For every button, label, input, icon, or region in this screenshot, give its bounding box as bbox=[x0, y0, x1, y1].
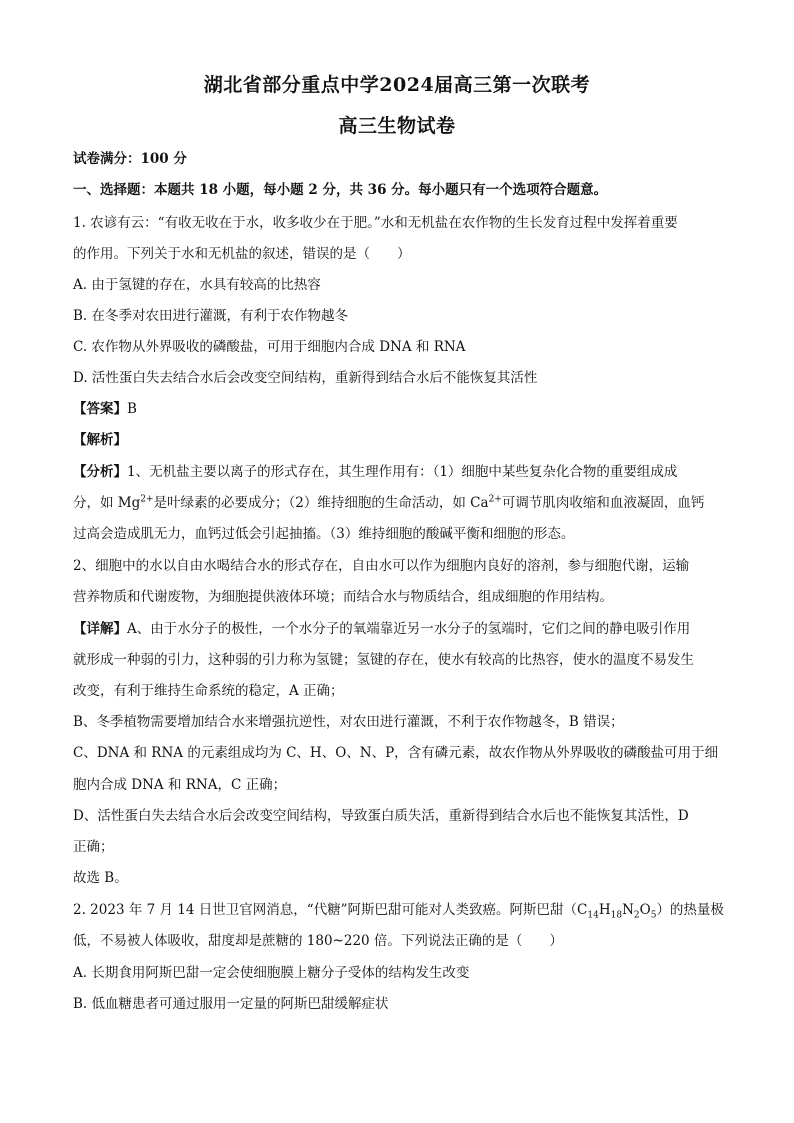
formula-sub-h: 18 bbox=[610, 910, 623, 921]
section-heading: 一、选择题：本题共 18 小题，每小题 2 分，共 36 分。每小题只有一个选项符合题意。 bbox=[73, 182, 608, 198]
xiangjie-line7: D、活性蛋白失去结合水后会改变空间结构，导致蛋白质失活，重新得到结合水后也不能恢复其活性，D bbox=[73, 808, 689, 824]
q1-stem-line2: 的作用。下列关于水和无机盐的叙述，错误的是（ ） bbox=[73, 246, 411, 262]
fenxi-tag: 【分析】 bbox=[73, 464, 127, 480]
ca-charge: 2+ bbox=[488, 494, 502, 505]
q1-answer bbox=[73, 400, 729, 418]
fenxi-line3: 过高会造成肌无力，血钙过低会引起抽搐。（3）维持细胞的酸碱平衡和细胞的形态。 bbox=[73, 526, 575, 542]
exam-title: 湖北省部分重点中学2024届高三第一次联考 bbox=[203, 74, 591, 96]
xiangjie-line4: B、冬季植物需要增加结合水来增强抗逆性，对农田进行灌溉，不利于农作物越冬，B 错误； bbox=[73, 714, 624, 730]
formula-n: N bbox=[622, 902, 634, 918]
formula-sub-o: 5 bbox=[650, 910, 657, 921]
fenxi-line4: 2、细胞中的水以自由水喝结合水的形式存在，自由水可以作为细胞内良好的溶剂，参与细胞代谢，运输 bbox=[73, 558, 690, 574]
xiangjie-text1: A、由于水分子的极性，一个水分子的氧端靠近另一水分子的氢端时，它们之间的静电吸引作用 bbox=[127, 621, 691, 637]
xiangjie-line1 bbox=[73, 620, 729, 638]
xiangjie-line6: 胞内合成 DNA 和 RNA，C 正确； bbox=[73, 777, 287, 793]
q2-stem-line1 bbox=[73, 901, 729, 919]
fenxi-line5: 营养物质和代谢废物，为细胞提供液体环境；而结合水与物质结合，组成细胞的作用结构。 bbox=[73, 589, 613, 605]
q1-stem-line1: 1. 农谚有云：“有收无收在于水，收多收少在于肥。”水和无机盐在农作物的生长发育过程中发挥着重要 bbox=[73, 215, 678, 231]
xiangjie-line8: 正确； bbox=[73, 839, 114, 855]
q2-text1b: ）的热量极 bbox=[656, 902, 724, 918]
q2-text1a: 2. 2023 年 7 月 14 日世卫官网消息，“代糖”阿斯巴甜可能对人类致癌。阿斯巴甜（C bbox=[73, 902, 588, 918]
fenxi-text2c: 可调节肌肉收缩和血液凝固，血钙 bbox=[501, 495, 705, 511]
q1-option-a: A. 由于氢键的存在，水具有较高的比热容 bbox=[73, 277, 321, 293]
q1-option-c: C. 农作物从外界吸收的磷酸盐，可用于细胞内合成 DNA 和 RNA bbox=[73, 339, 466, 355]
q1-option-d: D. 活性蛋白失去结合水后会改变空间结构，重新得到结合水后不能恢复其活性 bbox=[73, 370, 538, 386]
analysis-tag: 【解析】 bbox=[73, 432, 127, 448]
mg-charge: 2+ bbox=[140, 494, 154, 505]
formula-sub-n: 2 bbox=[633, 910, 640, 921]
xiangjie-tag: 【详解】 bbox=[73, 621, 127, 637]
formula-h: H bbox=[598, 902, 611, 918]
fenxi-text2a: 分，如 Mg bbox=[73, 495, 141, 511]
q2-option-a: A. 长期食用阿斯巴甜一定会使细胞膜上糖分子受体的结构发生改变 bbox=[73, 965, 470, 981]
fenxi-text1: 1、无机盐主要以离子的形式存在，其生理作用有：（1）细胞中某些复杂化合物的重要组成成 bbox=[127, 464, 678, 480]
q2-stem-line2: 低，不易被人体吸收，甜度却是蔗糖的 180~220 倍。下列说法正确的是（ ） bbox=[73, 933, 563, 949]
fenxi-line2 bbox=[73, 494, 729, 512]
xiangjie-line2: 就形成一种弱的引力，这种弱的引力称为氢键；氢键的存在，使水有较高的比热容，使水的温度不易发生 bbox=[73, 652, 694, 668]
q1-option-b: B. 在冬季对农田进行灌溉，有利于农作物越冬 bbox=[73, 308, 349, 324]
answer-value: B bbox=[127, 401, 137, 417]
answer-tag: 【答案】 bbox=[73, 401, 127, 417]
formula-sub-c: 14 bbox=[587, 910, 599, 921]
xiangjie-line5: C、DNA 和 RNA 的元素组成均为 C、H、O、N、P，含有磷元素，故农作物从外界吸收的磷酸盐可用于细 bbox=[73, 745, 719, 761]
exam-subtitle: 高三生物试卷 bbox=[338, 115, 456, 137]
formula-o: O bbox=[639, 902, 651, 918]
q2-option-b: B. 低血糖患者可通过服用一定量的阿斯巴甜缓解症状 bbox=[73, 996, 389, 1012]
fenxi-text2b: 是叶绿素的必要成分；（2）维持细胞的生命活动，如 Ca bbox=[153, 495, 489, 511]
xiangjie-line3: 改变，有利于维持生命系统的稳定，A 正确； bbox=[73, 683, 344, 699]
q1-conclusion: 故选 B。 bbox=[73, 870, 128, 886]
fenxi-line1 bbox=[73, 463, 729, 481]
full-score: 试卷满分：100 分 bbox=[73, 151, 187, 167]
